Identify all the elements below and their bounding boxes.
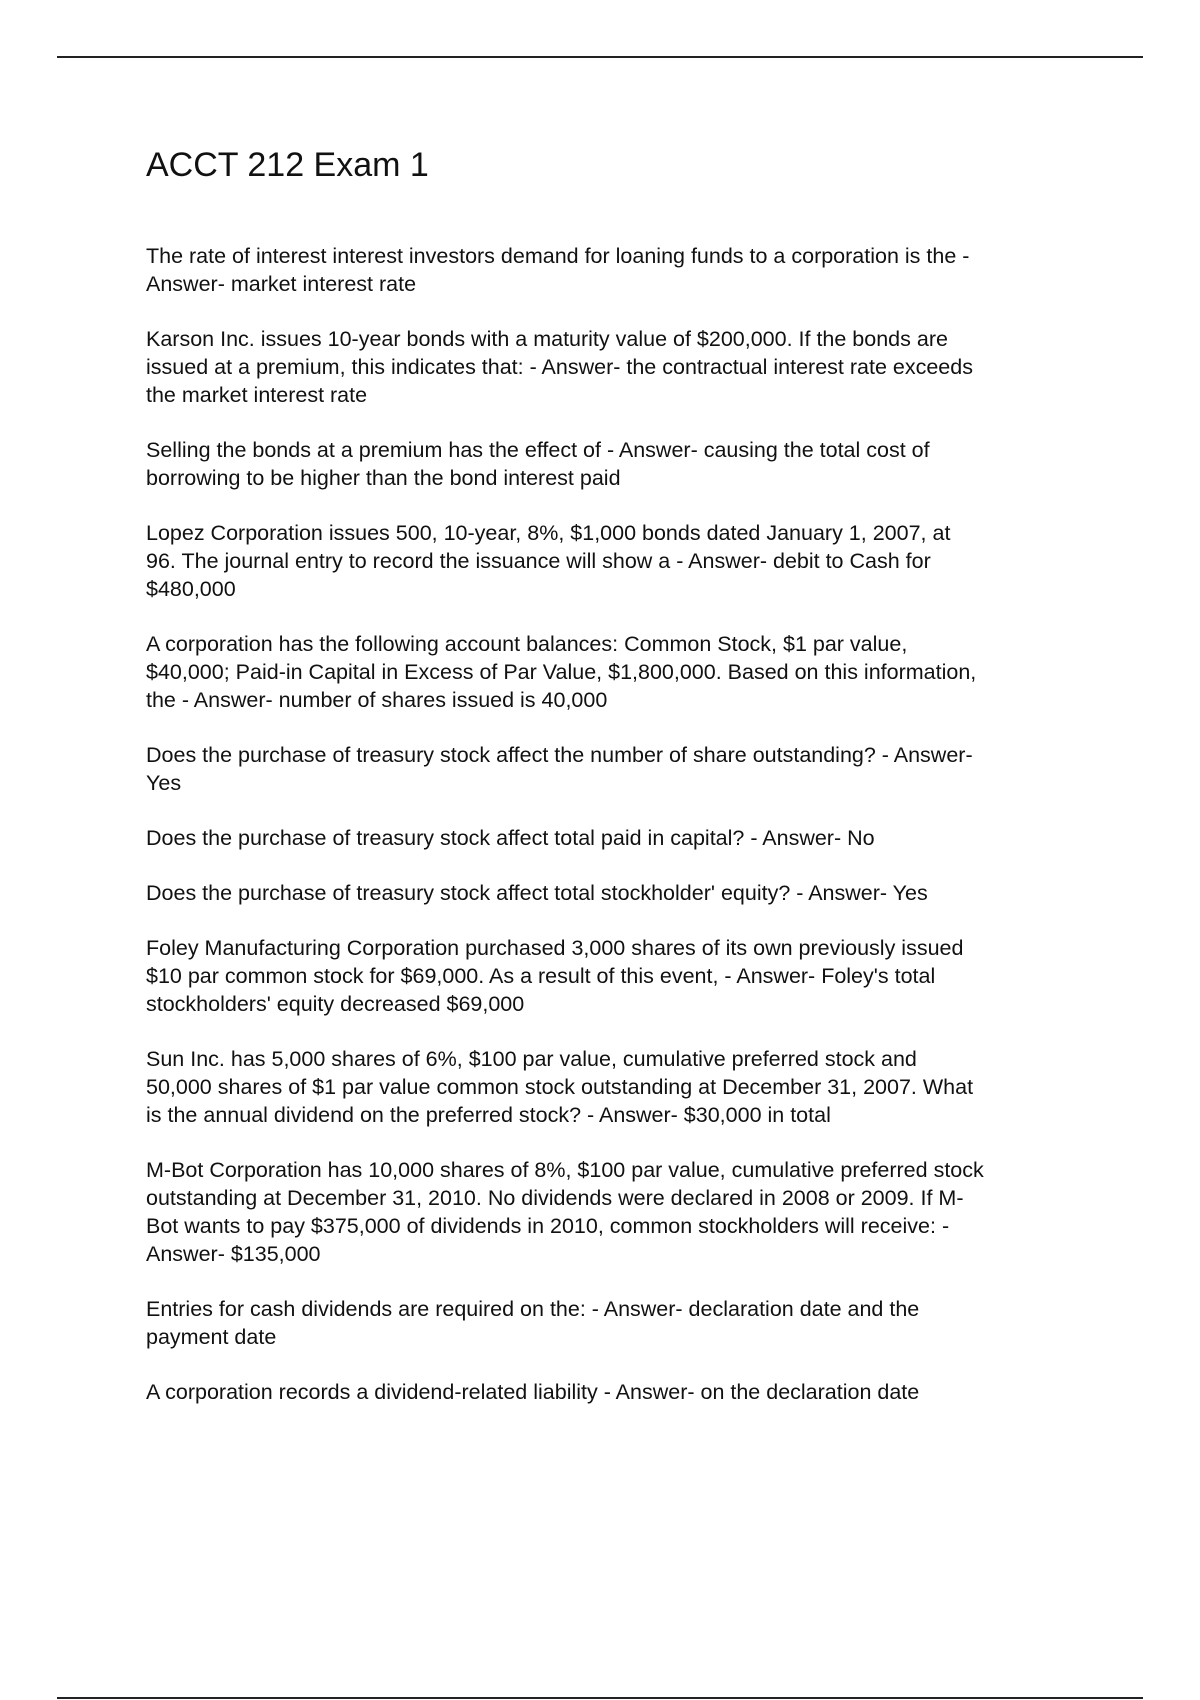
qa-item: Does the purchase of treasury stock affect total stockholder' equity? - Answer- Yes xyxy=(146,881,928,905)
qa-item: Foley Manufacturing Corporation purchased 3,000 shares of its own previously issued $10 par common stock for $69,000. As a result of this event, - Answer- Foley's total stockholders' equity decreased $69,000 xyxy=(146,936,964,1016)
qa-item: Sun Inc. has 5,000 shares of 6%, $100 par value, cumulative preferred stock and 50,000 shares of $1 par value common stock outstanding at December 31, 2007. What is the annual dividend on the preferred stock? - Answer- $30,000 in total xyxy=(146,1047,974,1127)
qa-item: A corporation has the following account balances: Common Stock, $1 par value, $40,000; Paid-in Capital in Excess of Par Value, $1,800,000. Based on this information, the - Answer- number of shares issued is 40,000 xyxy=(146,632,977,712)
qa-item: The rate of interest interest investors demand for loaning funds to a corporation is the - Answer- market interest rate xyxy=(146,244,970,296)
bottom-rule xyxy=(57,1697,1143,1699)
qa-item: Entries for cash dividends are required on the: - Answer- declaration date and the payment date xyxy=(146,1297,920,1349)
qa-item: Lopez Corporation issues 500, 10-year, 8%, $1,000 bonds dated January 1, 2007, at 96. The journal entry to record the issuance will show a - Answer- debit to Cash for $480,000 xyxy=(146,521,951,601)
qa-item: M-Bot Corporation has 10,000 shares of 8%, $100 par value, cumulative preferred stock outstanding at December 31, 2010. No dividends were declared in 2008 or 2009. If M- Bot wants to pay $375,000 of dividends in 2010, common stockholders will receive: - Answer- $135,000 xyxy=(146,1158,984,1266)
qa-item: Selling the bonds at a premium has the effect of - Answer- causing the total cost of borrowing to be higher than the bond interest paid xyxy=(146,438,930,490)
qa-item: Karson Inc. issues 10-year bonds with a maturity value of $200,000. If the bonds are issued at a premium, this indicates that: - Answer- the contractual interest rate exceeds the market interest rate xyxy=(146,327,973,407)
page-title: ACCT 212 Exam 1 xyxy=(146,146,429,184)
qa-item: Does the purchase of treasury stock affect total paid in capital? - Answer- No xyxy=(146,826,875,850)
top-rule xyxy=(57,56,1143,58)
qa-item: A corporation records a dividend-related liability - Answer- on the declaration date xyxy=(146,1380,920,1404)
qa-item: Does the purchase of treasury stock affect the number of share outstanding? - Answer- Yes xyxy=(146,743,973,795)
question-answer-list xyxy=(146,242,1101,1433)
